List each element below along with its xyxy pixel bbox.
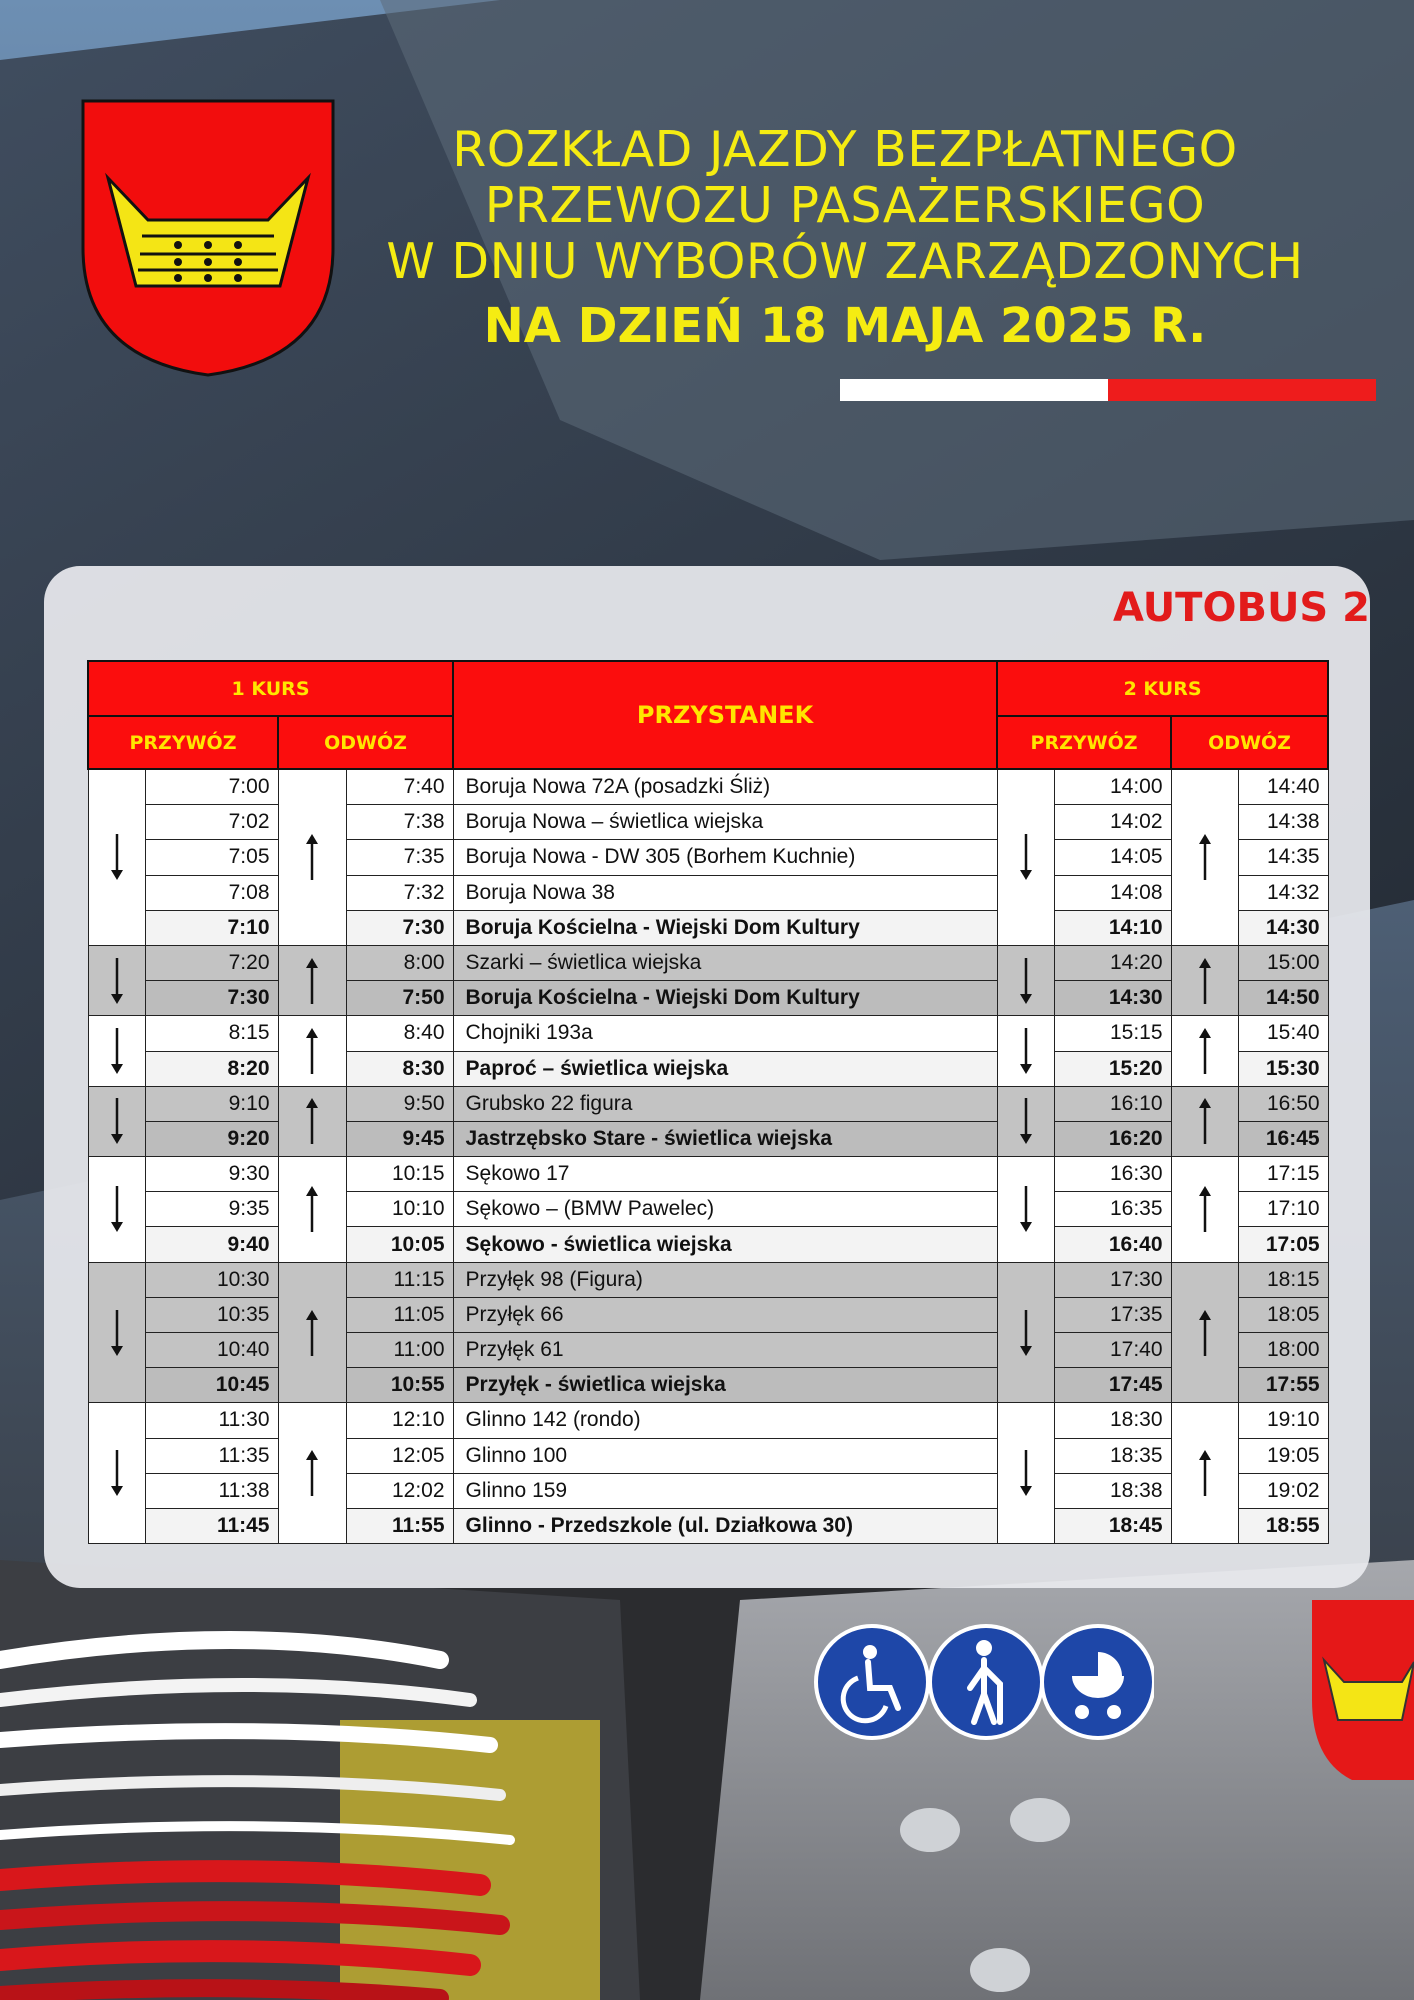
- k2-odwoz-time: 15:30: [1238, 1051, 1328, 1086]
- arrow-up-icon: [278, 945, 346, 1015]
- k1-odwoz-time: 12:05: [346, 1438, 453, 1473]
- arrow-down-icon: [997, 1086, 1054, 1156]
- k1-odwoz-time: 8:30: [346, 1051, 453, 1086]
- arrow-up-icon: [278, 1262, 346, 1403]
- k1-przywoz-time: 10:35: [145, 1297, 278, 1332]
- k2-odwoz-time: 15:40: [1238, 1016, 1328, 1051]
- k2-przywoz-time: 14:30: [1054, 981, 1171, 1016]
- stop-name: Przyłęk - świetlica wiejska: [453, 1368, 997, 1403]
- k1-odwoz-time: 11:05: [346, 1297, 453, 1332]
- arrow-down-icon: [88, 1157, 145, 1263]
- k2-przywoz-time: 16:30: [1054, 1157, 1171, 1192]
- table-row: [88, 875, 1328, 910]
- arrow-up-icon: [1171, 1403, 1238, 1544]
- k1-przywoz-time: 7:30: [145, 981, 278, 1016]
- table-row: [88, 945, 1328, 980]
- k1-przywoz-time: 11:45: [145, 1508, 278, 1543]
- k1-przywoz-time: 10:45: [145, 1368, 278, 1403]
- k2-odwoz-time: 18:55: [1238, 1508, 1328, 1543]
- k2-odwoz-time: 17:15: [1238, 1157, 1328, 1192]
- stop-name: Glinno - Przedszkole (ul. Działkowa 30): [453, 1508, 997, 1543]
- k2-odwoz-time: 14:38: [1238, 805, 1328, 840]
- arrow-up-icon: [278, 1016, 346, 1086]
- wheelchair-icon: [816, 1626, 928, 1738]
- bus-label: AUTOBUS 2: [1112, 585, 1370, 631]
- arrow-down-icon: [997, 769, 1054, 945]
- stop-name: Przyłęk 66: [453, 1297, 997, 1332]
- stop-name: Glinno 142 (rondo): [453, 1403, 997, 1438]
- k1-przywoz-time: 7:02: [145, 805, 278, 840]
- arrow-up-icon: [278, 1157, 346, 1263]
- page-title: [330, 122, 1360, 290]
- k2-odwoz-time: 18:15: [1238, 1262, 1328, 1297]
- k1-odwoz-time: 7:35: [346, 840, 453, 875]
- k2-odwoz-time: 18:00: [1238, 1333, 1328, 1368]
- arrow-up-icon: [278, 769, 346, 945]
- coat-of-arms-logo: [80, 98, 336, 378]
- k2-przywoz-time: 18:45: [1054, 1508, 1171, 1543]
- k2-przywoz-time: 14:00: [1054, 769, 1171, 805]
- k1-odwoz-time: 10:05: [346, 1227, 453, 1262]
- k2-odwoz-time: 19:10: [1238, 1403, 1328, 1438]
- arrow-down-icon: [997, 1157, 1054, 1263]
- stop-name: Przyłęk 98 (Figura): [453, 1262, 997, 1297]
- k1-odwoz-time: 10:55: [346, 1368, 453, 1403]
- stop-name: Glinno 100: [453, 1438, 997, 1473]
- title-line-1: ROZKŁAD JAZDY BEZPŁATNEGO: [452, 121, 1238, 178]
- k1-przywoz-time: 8:15: [145, 1016, 278, 1051]
- k2-odwoz-time: 17:10: [1238, 1192, 1328, 1227]
- table-row: [88, 1403, 1328, 1438]
- k1-odwoz-time: 8:00: [346, 945, 453, 980]
- k1-przywoz-time: 11:35: [145, 1438, 278, 1473]
- title-line-3: W DNIU WYBORÓW ZARZĄDZONYCH: [386, 233, 1304, 290]
- table-row: [88, 1333, 1328, 1368]
- k1-przywoz-time: 9:35: [145, 1192, 278, 1227]
- k2-odwoz-time: 14:30: [1238, 910, 1328, 945]
- k1-przywoz-time: 11:30: [145, 1403, 278, 1438]
- k2-odwoz-time: 16:50: [1238, 1086, 1328, 1121]
- k1-odwoz-time: 10:15: [346, 1157, 453, 1192]
- k1-przywoz-time: 7:10: [145, 910, 278, 945]
- timetable-body: [88, 769, 1328, 1544]
- table-row: [88, 1086, 1328, 1121]
- table-row: [88, 805, 1328, 840]
- stop-name: Sękowo – (BMW Pawelec): [453, 1192, 997, 1227]
- arrow-up-icon: [1171, 769, 1238, 945]
- k1-przywoz-time: 9:40: [145, 1227, 278, 1262]
- k2-przywoz-time: 17:30: [1054, 1262, 1171, 1297]
- table-row: [88, 1016, 1328, 1051]
- table-row: [88, 1438, 1328, 1473]
- k2-przywoz-time: 15:15: [1054, 1016, 1171, 1051]
- header-stop: PRZYSTANEK: [453, 661, 997, 769]
- k2-przywoz-time: 15:20: [1054, 1051, 1171, 1086]
- k1-odwoz-time: 12:10: [346, 1403, 453, 1438]
- k2-przywoz-time: 17:45: [1054, 1368, 1171, 1403]
- k1-odwoz-time: 9:45: [346, 1121, 453, 1156]
- table-row: [88, 1473, 1328, 1508]
- k2-odwoz-time: 19:05: [1238, 1438, 1328, 1473]
- k2-przywoz-time: 16:40: [1054, 1227, 1171, 1262]
- header-kurs2-przywoz: PRZYWÓZ: [997, 716, 1171, 769]
- k1-przywoz-time: 7:00: [145, 769, 278, 805]
- stop-name: Jastrzębsko Stare - świetlica wiejska: [453, 1121, 997, 1156]
- arrow-down-icon: [997, 1016, 1054, 1086]
- k1-przywoz-time: 9:20: [145, 1121, 278, 1156]
- table-row: [88, 1051, 1328, 1086]
- table-row: [88, 1262, 1328, 1297]
- baby-stroller-icon: [1042, 1626, 1154, 1738]
- table-row: [88, 1157, 1328, 1192]
- stop-name: Boruja Kościelna - Wiejski Dom Kultury: [453, 910, 997, 945]
- flag-red-stripe: [1108, 379, 1376, 401]
- k1-przywoz-time: 7:08: [145, 875, 278, 910]
- k2-odwoz-time: 17:05: [1238, 1227, 1328, 1262]
- arrow-up-icon: [278, 1086, 346, 1156]
- k1-odwoz-time: 11:15: [346, 1262, 453, 1297]
- arrow-down-icon: [997, 1262, 1054, 1403]
- k2-odwoz-time: 18:05: [1238, 1297, 1328, 1332]
- k1-odwoz-time: 11:00: [346, 1333, 453, 1368]
- stop-name: Chojniki 193a: [453, 1016, 997, 1051]
- k2-przywoz-time: 16:35: [1054, 1192, 1171, 1227]
- k1-przywoz-time: 10:40: [145, 1333, 278, 1368]
- stop-name: Sękowo - świetlica wiejska: [453, 1227, 997, 1262]
- flag-white-stripe: [840, 379, 1108, 401]
- table-row: [88, 1368, 1328, 1403]
- stop-name: Paproć – świetlica wiejska: [453, 1051, 997, 1086]
- k1-przywoz-time: 7:20: [145, 945, 278, 980]
- k2-przywoz-time: 18:35: [1054, 1438, 1171, 1473]
- k2-przywoz-time: 14:02: [1054, 805, 1171, 840]
- k1-przywoz-time: 10:30: [145, 1262, 278, 1297]
- arrow-down-icon: [997, 945, 1054, 1015]
- arrow-down-icon: [88, 1262, 145, 1403]
- k2-odwoz-time: 14:40: [1238, 769, 1328, 805]
- arrow-down-icon: [88, 945, 145, 1015]
- k1-odwoz-time: 7:50: [346, 981, 453, 1016]
- k2-przywoz-time: 17:40: [1054, 1333, 1171, 1368]
- k2-odwoz-time: 14:35: [1238, 840, 1328, 875]
- k1-przywoz-time: 9:10: [145, 1086, 278, 1121]
- stop-name: Boruja Nowa - DW 305 (Borhem Kuchnie): [453, 840, 997, 875]
- k2-przywoz-time: 16:20: [1054, 1121, 1171, 1156]
- stop-name: Szarki – świetlica wiejska: [453, 945, 997, 980]
- k1-odwoz-time: 11:55: [346, 1508, 453, 1543]
- arrow-up-icon: [278, 1403, 346, 1544]
- header-kurs2-odwoz: ODWÓZ: [1171, 716, 1328, 769]
- title-date: NA DZIEŃ 18 MAJA 2025 R.: [483, 298, 1207, 354]
- k2-przywoz-time: 17:35: [1054, 1297, 1171, 1332]
- k1-odwoz-time: 7:38: [346, 805, 453, 840]
- stop-name: Sękowo 17: [453, 1157, 997, 1192]
- table-row: [88, 1121, 1328, 1156]
- title-line-2: PRZEWOZU PASAŻERSKIEGO: [484, 177, 1206, 234]
- k2-odwoz-time: 17:55: [1238, 1368, 1328, 1403]
- k2-przywoz-time: 14:05: [1054, 840, 1171, 875]
- bus-side-crest: [1292, 1590, 1414, 1780]
- arrow-down-icon: [88, 1403, 145, 1544]
- k1-przywoz-time: 7:05: [145, 840, 278, 875]
- stop-name: Boruja Nowa – świetlica wiejska: [453, 805, 997, 840]
- stop-name: Glinno 159: [453, 1473, 997, 1508]
- k1-odwoz-time: 9:50: [346, 1086, 453, 1121]
- arrow-down-icon: [88, 1086, 145, 1156]
- header-kurs1-przywoz: PRZYWÓZ: [88, 716, 278, 769]
- elderly-person-icon: [930, 1626, 1042, 1738]
- k2-przywoz-time: 18:30: [1054, 1403, 1171, 1438]
- table-row: [88, 981, 1328, 1016]
- k2-przywoz-time: 18:38: [1054, 1473, 1171, 1508]
- polish-flag-bar: [840, 379, 1376, 401]
- header-kurs-1: 1 KURS: [88, 661, 453, 716]
- k2-odwoz-time: 19:02: [1238, 1473, 1328, 1508]
- k2-odwoz-time: 16:45: [1238, 1121, 1328, 1156]
- k1-przywoz-time: 8:20: [145, 1051, 278, 1086]
- stop-name: Boruja Nowa 72A (posadzki Śliż): [453, 769, 997, 805]
- k2-odwoz-time: 15:00: [1238, 945, 1328, 980]
- arrow-up-icon: [1171, 945, 1238, 1015]
- k2-przywoz-time: 16:10: [1054, 1086, 1171, 1121]
- timetable: [87, 660, 1329, 1544]
- k2-przywoz-time: 14:08: [1054, 875, 1171, 910]
- arrow-down-icon: [997, 1403, 1054, 1544]
- table-row: [88, 1227, 1328, 1262]
- k1-odwoz-time: 10:10: [346, 1192, 453, 1227]
- arrow-down-icon: [88, 1016, 145, 1086]
- k1-przywoz-time: 9:30: [145, 1157, 278, 1192]
- k1-odwoz-time: 7:30: [346, 910, 453, 945]
- arrow-up-icon: [1171, 1262, 1238, 1403]
- k1-odwoz-time: 7:32: [346, 875, 453, 910]
- stop-name: Przyłęk 61: [453, 1333, 997, 1368]
- arrow-up-icon: [1171, 1016, 1238, 1086]
- accessibility-icons: [814, 1622, 1154, 1742]
- k1-przywoz-time: 11:38: [145, 1473, 278, 1508]
- arrow-up-icon: [1171, 1086, 1238, 1156]
- k1-odwoz-time: 7:40: [346, 769, 453, 805]
- table-row: [88, 1297, 1328, 1332]
- stop-name: Boruja Kościelna - Wiejski Dom Kultury: [453, 981, 997, 1016]
- k2-przywoz-time: 14:10: [1054, 910, 1171, 945]
- arrow-up-icon: [1171, 1157, 1238, 1263]
- table-row: [88, 1192, 1328, 1227]
- stop-name: Grubsko 22 figura: [453, 1086, 997, 1121]
- header-kurs-2: 2 KURS: [997, 661, 1328, 716]
- k1-odwoz-time: 12:02: [346, 1473, 453, 1508]
- arrow-down-icon: [88, 769, 145, 945]
- table-row: [88, 769, 1328, 805]
- table-row: [88, 840, 1328, 875]
- k2-odwoz-time: 14:32: [1238, 875, 1328, 910]
- k2-przywoz-time: 14:20: [1054, 945, 1171, 980]
- stop-name: Boruja Nowa 38: [453, 875, 997, 910]
- table-row: [88, 910, 1328, 945]
- table-row: [88, 1508, 1328, 1543]
- k1-odwoz-time: 8:40: [346, 1016, 453, 1051]
- k2-odwoz-time: 14:50: [1238, 981, 1328, 1016]
- header-kurs1-odwoz: ODWÓZ: [278, 716, 453, 769]
